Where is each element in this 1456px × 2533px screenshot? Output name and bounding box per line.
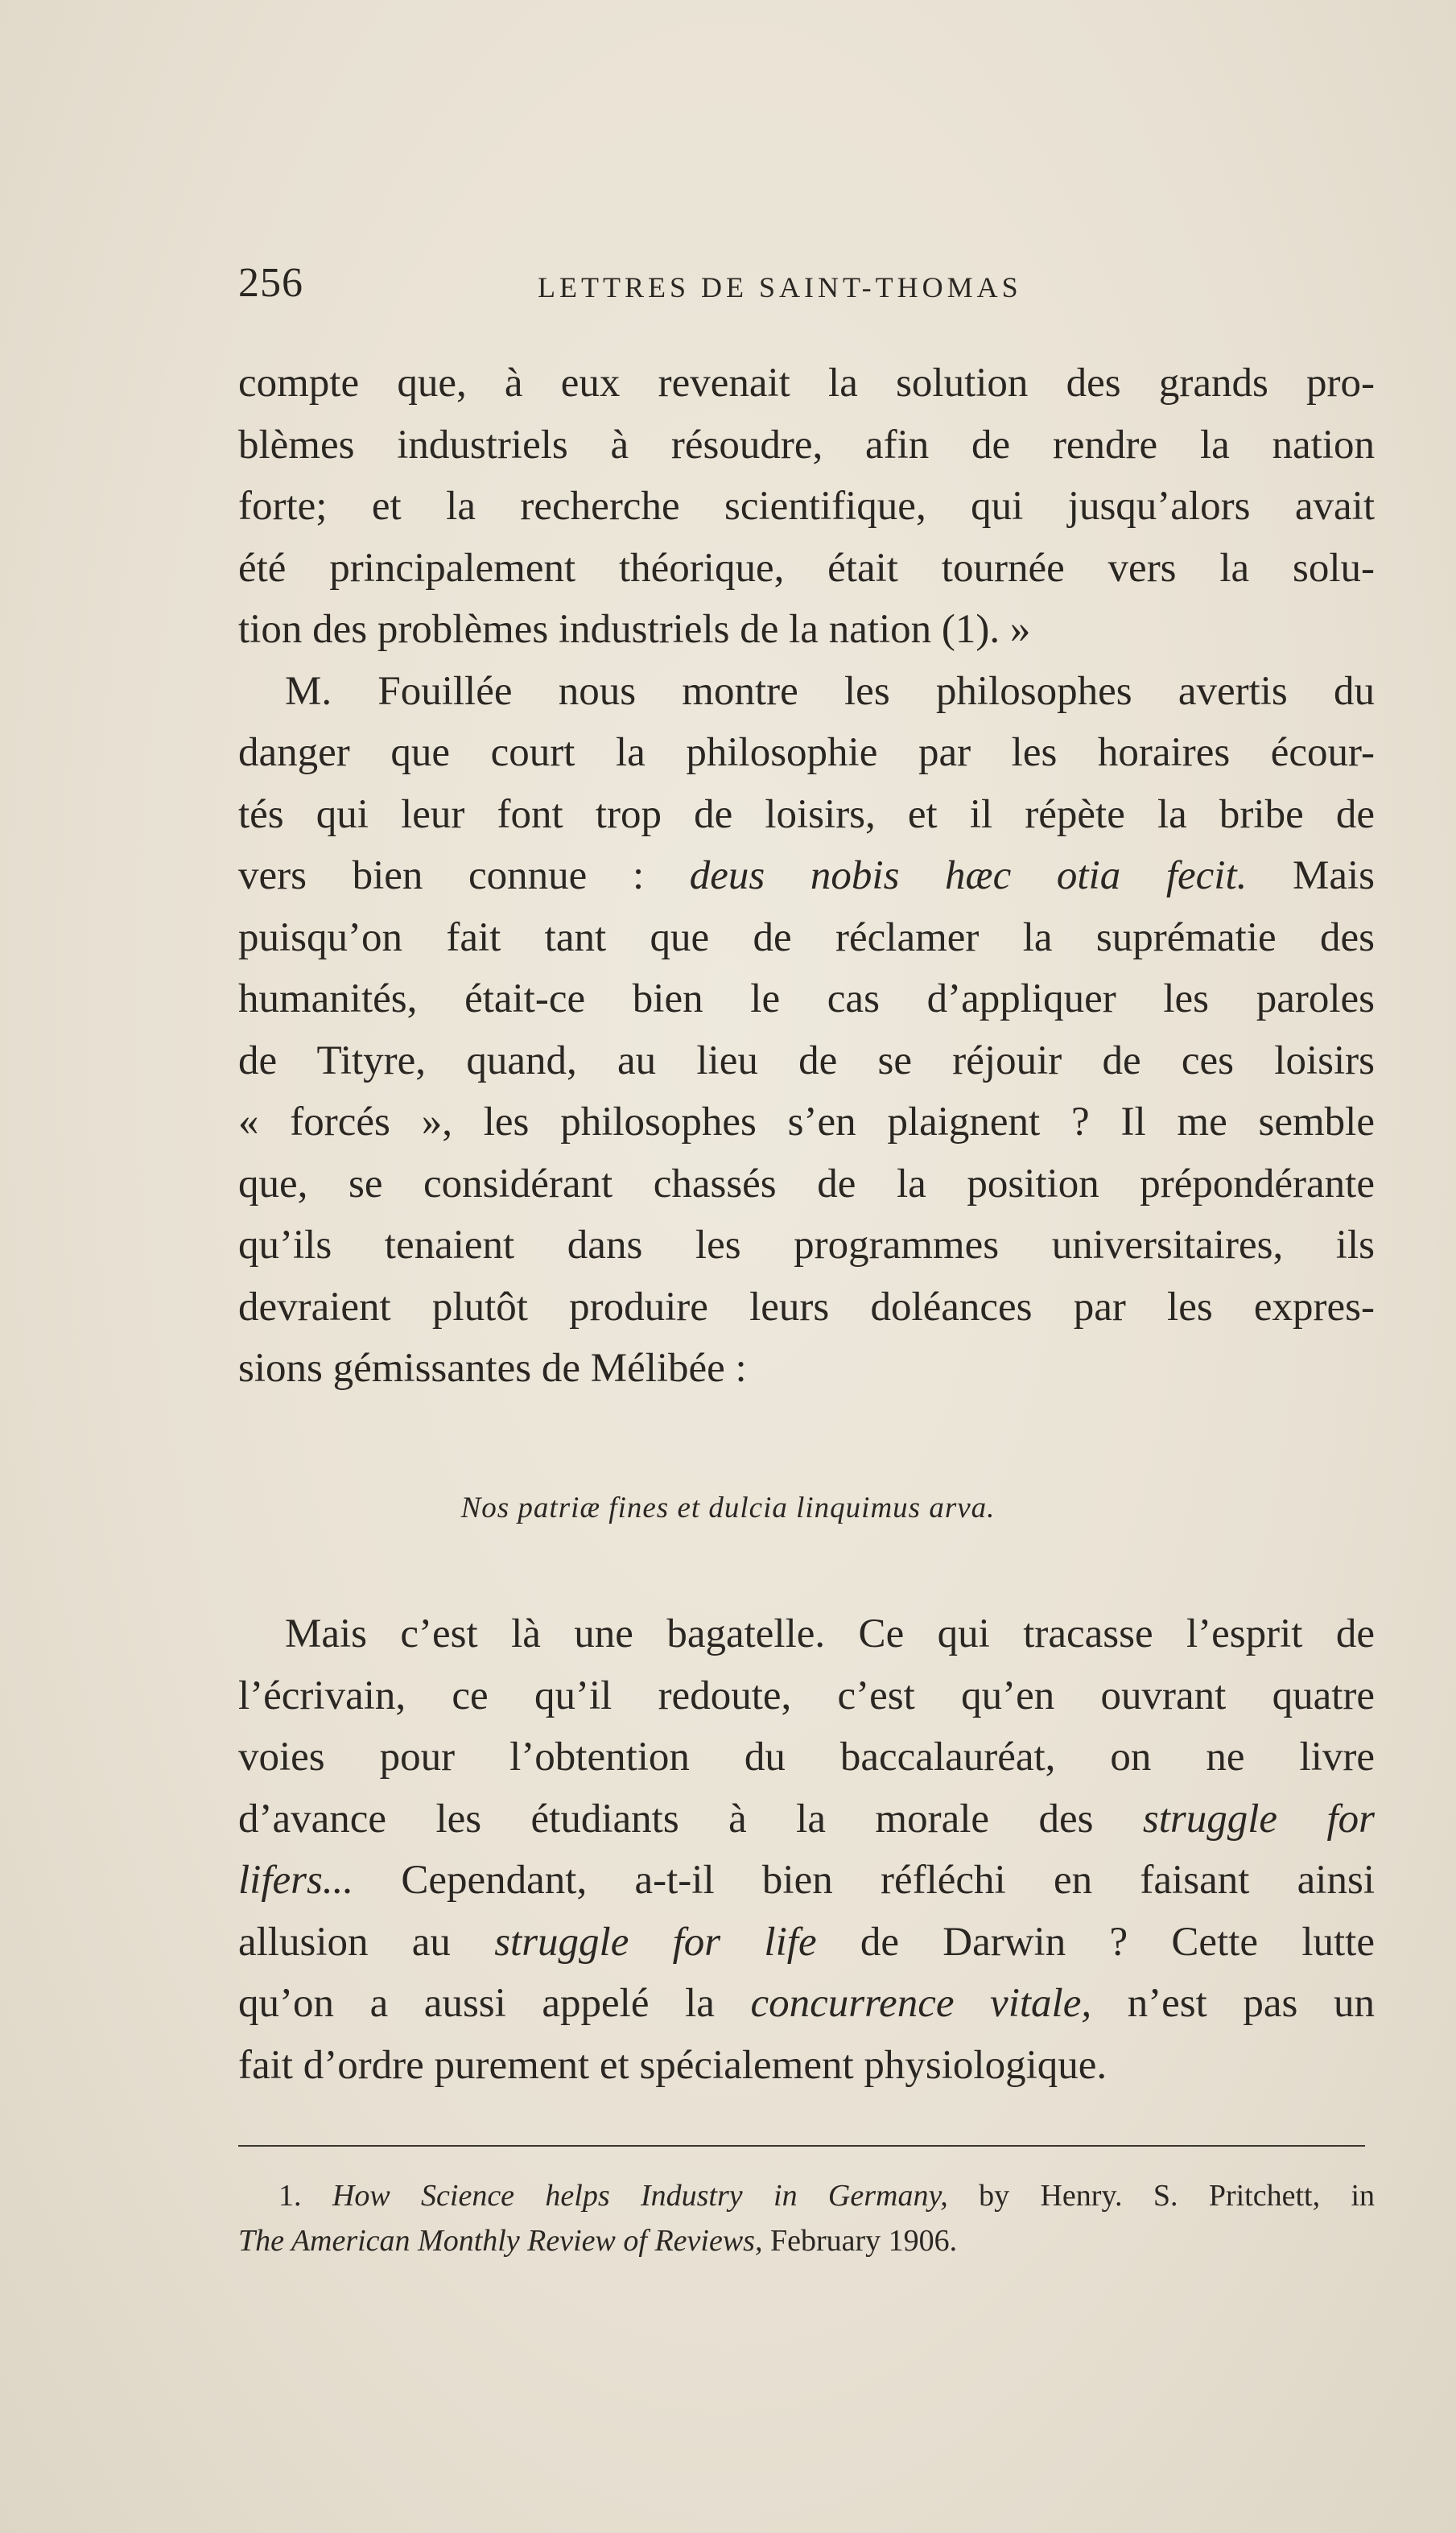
english-phrase: lifers...: [238, 1858, 354, 1903]
page-number: 256: [238, 260, 303, 306]
text-segment: d’avance les étudiants à la morale des: [238, 1796, 1143, 1842]
text-line: M. Fouillée nous montre les philosophes avertis du: [285, 668, 1375, 714]
text-line: qu’ils tenaient dans les programmes universitaires, ils: [238, 1223, 1375, 1268]
footnote-date: February 1906.: [762, 2224, 958, 2258]
text-line: « forcés », les philosophes s’en plaignent ? Il me semble: [238, 1099, 1375, 1145]
text-line: devraient plutôt produire leurs doléances par les expres-: [238, 1284, 1375, 1330]
text-line: blèmes industriels à résoudre, afin de rendre la nation: [238, 422, 1375, 468]
footnote-article-title: How Science helps Industry in Germany,: [332, 2179, 948, 2213]
footnote-author: by Henry. S. Pritchett, in: [947, 2179, 1376, 2213]
footnote: [238, 2173, 1375, 2263]
text-line: fait d’ordre purement et spécialement physiologique.: [238, 2042, 1107, 2088]
page-header: [238, 259, 1381, 307]
text-line: danger que court la philosophie par les horaires écour-: [238, 730, 1375, 775]
text-line: compte que, à eux revenait la solution des grands pro-: [238, 361, 1375, 406]
text-line: été principalement théorique, était tournée vers la solu-: [238, 545, 1375, 591]
footnote-rule: [238, 2145, 1365, 2147]
text-segment: Cependant, a-t-il bien réfléchi en faisant ainsi: [353, 1858, 1375, 1903]
text-line: puisqu’on fait tant que de réclamer la suprématie des: [238, 914, 1375, 960]
latin-citation: deus nobis hæc otia fecit.: [689, 853, 1248, 898]
footnote-line: [238, 2218, 1375, 2263]
running-title: LETTRES DE SAINT-THOMAS: [538, 271, 1022, 303]
text-line: [238, 1912, 1375, 1974]
text-segment: allusion au: [238, 1919, 495, 1965]
text-line: [238, 1850, 1375, 1912]
footnote-journal: The American Monthly Review of Reviews,: [238, 2224, 763, 2258]
text-segment: de Darwin ? Cette lutte: [816, 1919, 1375, 1965]
text-line: humanités, était-ce bien le cas d’appliquer les paroles: [238, 976, 1375, 1021]
english-phrase: struggle for life: [494, 1919, 817, 1965]
text-line: voies pour l’obtention du baccalauréat, on ne livre: [238, 1735, 1375, 1780]
english-phrase: struggle for: [1142, 1796, 1375, 1842]
text-line: [238, 845, 1375, 907]
text-segment: qu’on a aussi appelé la: [238, 1981, 751, 2026]
footnote-line: [238, 2173, 1375, 2218]
text-segment: n’est pas un: [1091, 1981, 1375, 2026]
main-text: [238, 353, 1375, 1400]
text-segment: vers bien connue :: [238, 853, 690, 898]
text-line: [238, 1973, 1375, 2035]
text-line: sions gémissantes de Mélibée :: [238, 1346, 747, 1391]
main-text-continued: [238, 1603, 1375, 2096]
text-line: que, se considérant chassés de la position prépondérante: [238, 1161, 1375, 1207]
verse-quote: Nos patriæ fines et dulcia linquimus arva.: [460, 1491, 996, 1524]
text-line: Mais c’est là une bagatelle. Ce qui tracasse l’esprit de: [285, 1611, 1375, 1656]
text-line: forte; et la recherche scientifique, qui jusqu’alors avait: [238, 484, 1375, 529]
footnote-number: 1.: [278, 2179, 302, 2213]
text-line: [238, 1788, 1375, 1850]
french-phrase: concurrence vitale,: [750, 1981, 1092, 2026]
text-line: tion des problèmes industriels de la nation (1). »: [238, 607, 1031, 652]
text-line: l’écrivain, ce qu’il redoute, c’est qu’en ouvrant quatre: [238, 1673, 1375, 1718]
text-line: tés qui leur font trop de loisirs, et il répète la bribe de: [238, 791, 1375, 837]
text-line: de Tityre, quand, au lieu de se réjouir de ces loisirs: [238, 1038, 1375, 1083]
text-segment: Mais: [1247, 853, 1375, 898]
